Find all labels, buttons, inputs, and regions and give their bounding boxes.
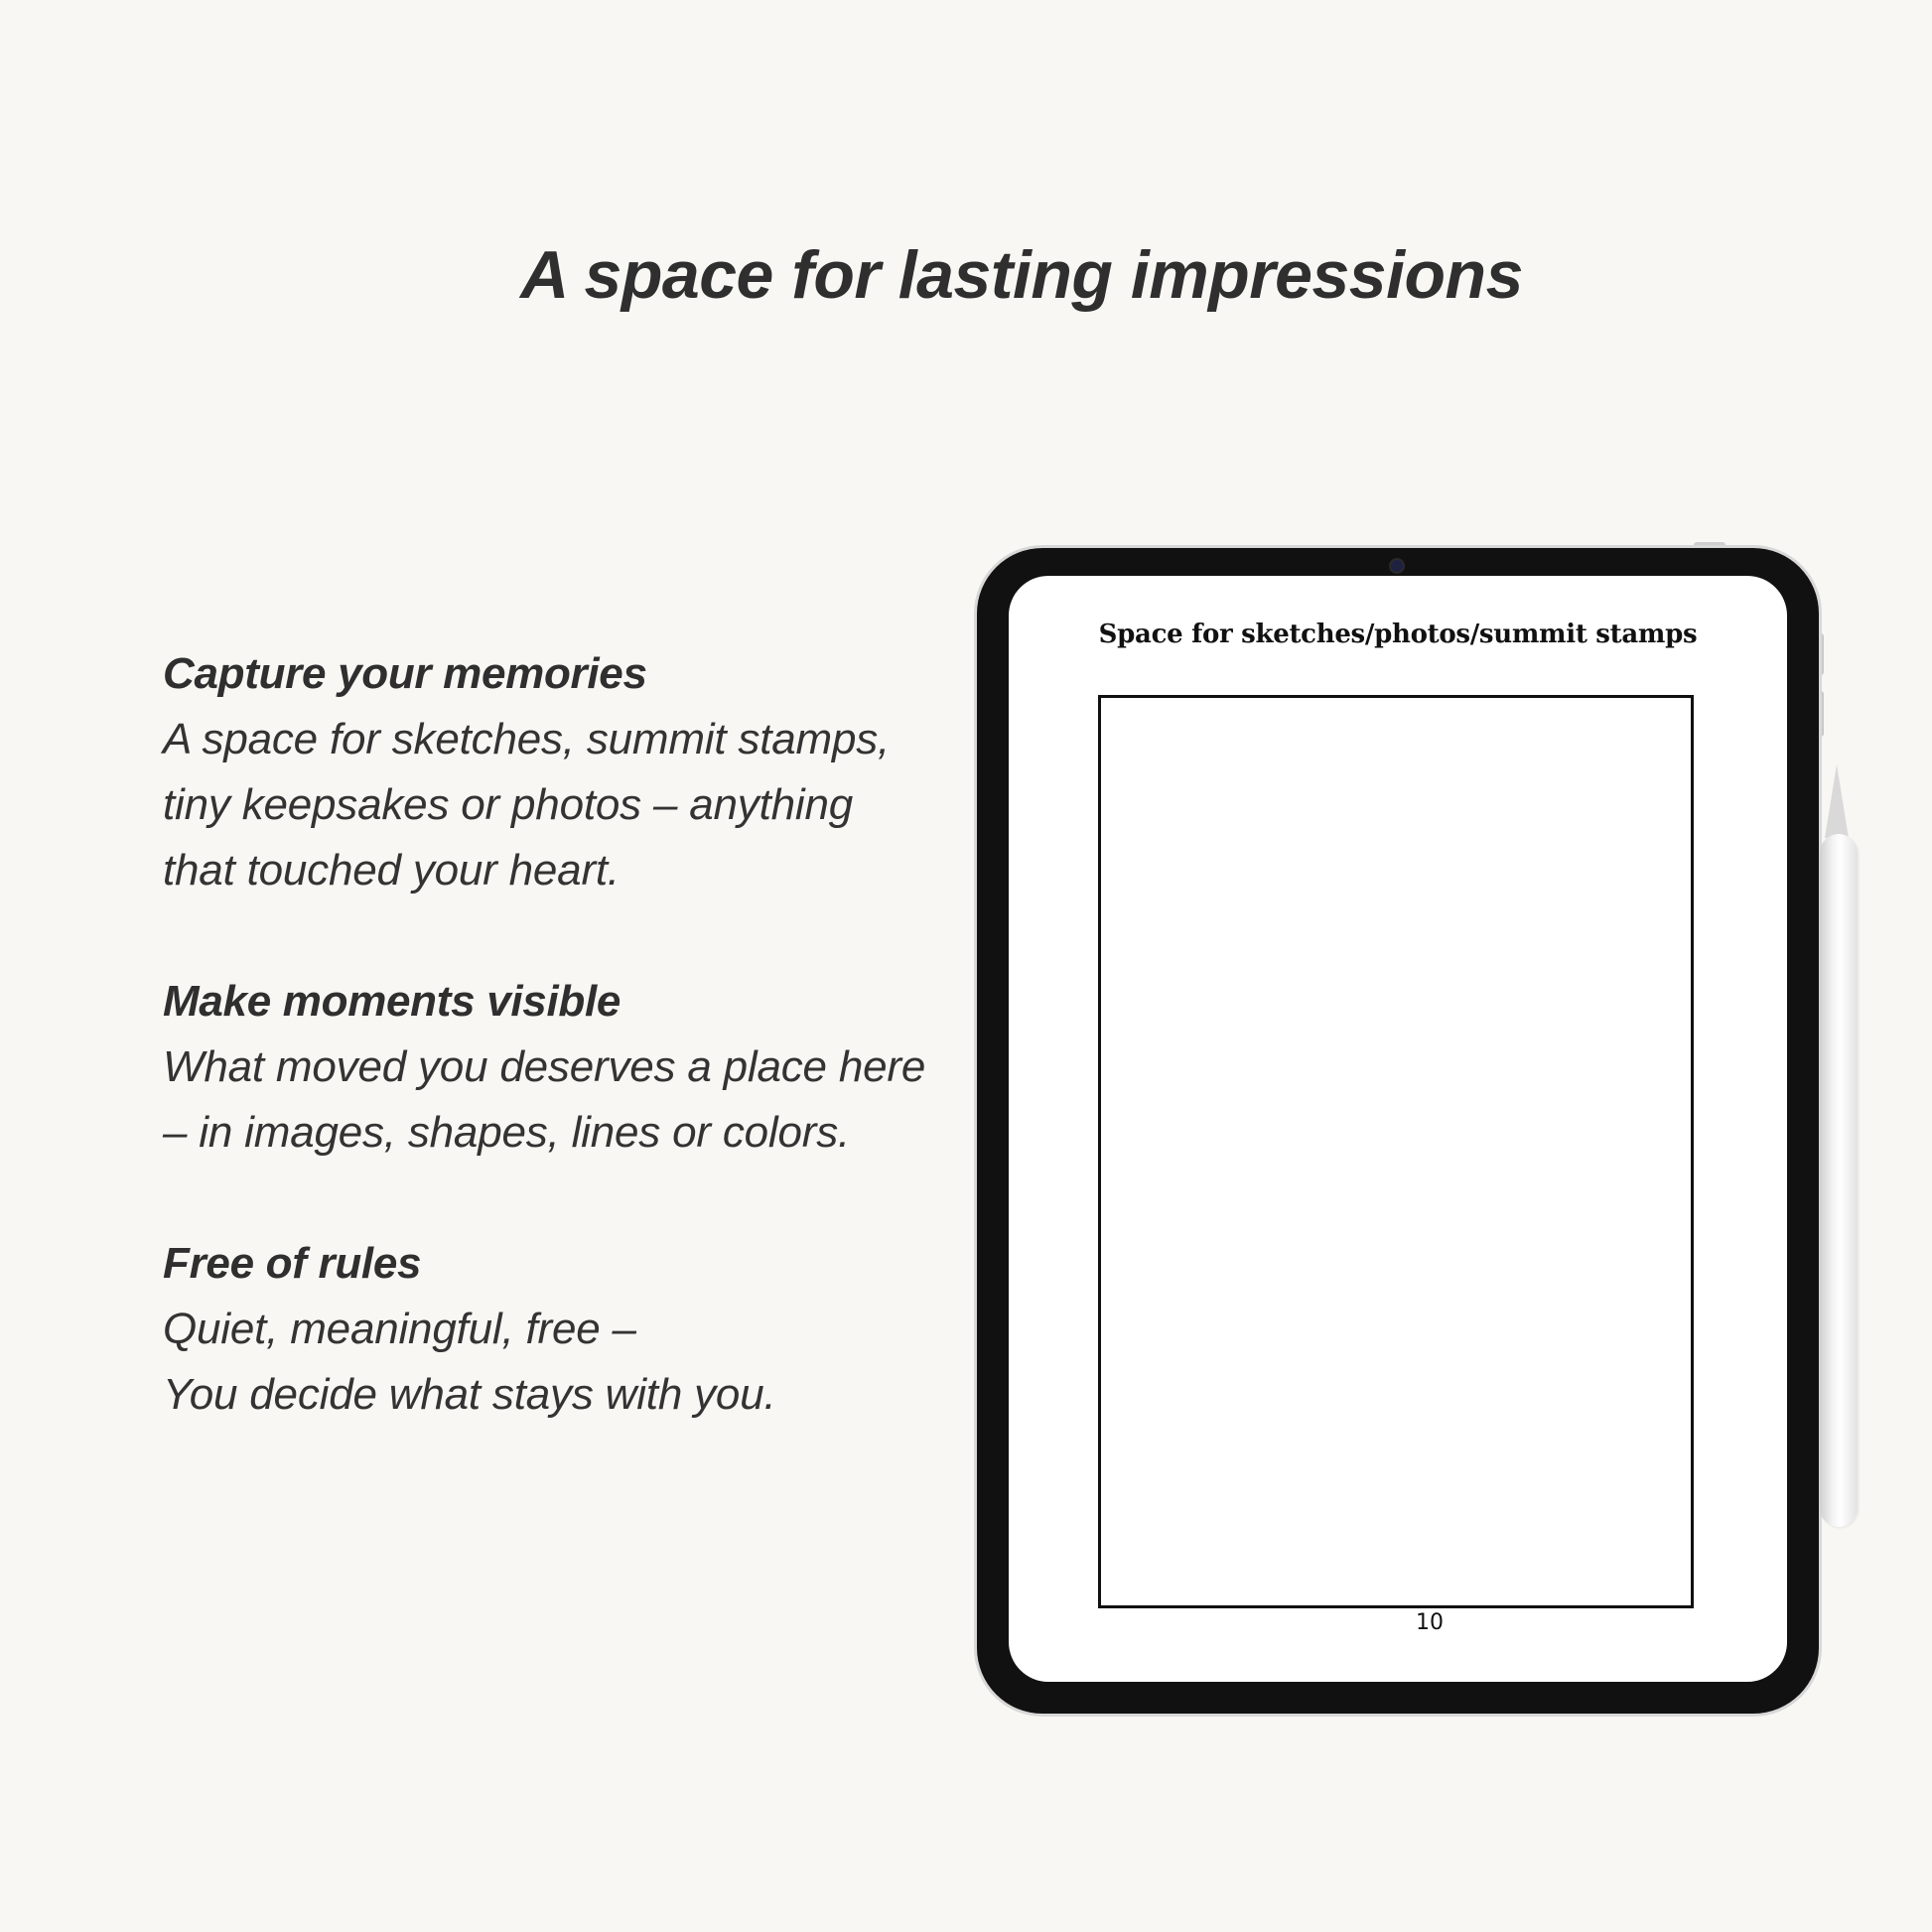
planner-page-title: Space for sketches/photos/summit stamps [1098, 620, 1698, 649]
feature-title: Make moments visible [163, 977, 621, 1026]
stylus-tip-icon [1825, 764, 1849, 838]
feature-capture-memories [163, 641, 957, 903]
feature-description-line: Quiet, meaningful, free – [163, 1305, 636, 1353]
feature-description-line: What moved you deserves a place here [163, 1042, 926, 1091]
feature-make-moments-visible [163, 969, 957, 1166]
feature-title: Capture your memories [163, 649, 647, 698]
feature-description-line: A space for sketches, summit stamps, [163, 715, 891, 763]
feature-list [163, 641, 957, 1493]
page-number: 10 [1416, 1610, 1444, 1635]
feature-description-line: You decide what stays with you. [163, 1370, 776, 1419]
tablet-screen [1009, 576, 1787, 1682]
page-headline: A space for lasting impressions [520, 237, 1523, 313]
sketch-area[interactable] [1098, 695, 1694, 1608]
feature-description-line: tiny keepsakes or photos – anything [163, 780, 854, 829]
feature-description-line: – in images, shapes, lines or colors. [163, 1108, 851, 1157]
feature-title: Free of rules [163, 1239, 422, 1288]
feature-description-line: that touched your heart. [163, 846, 620, 895]
feature-free-of-rules [163, 1231, 957, 1428]
stylus-icon [1820, 834, 1858, 1527]
front-camera-icon [1391, 560, 1403, 572]
